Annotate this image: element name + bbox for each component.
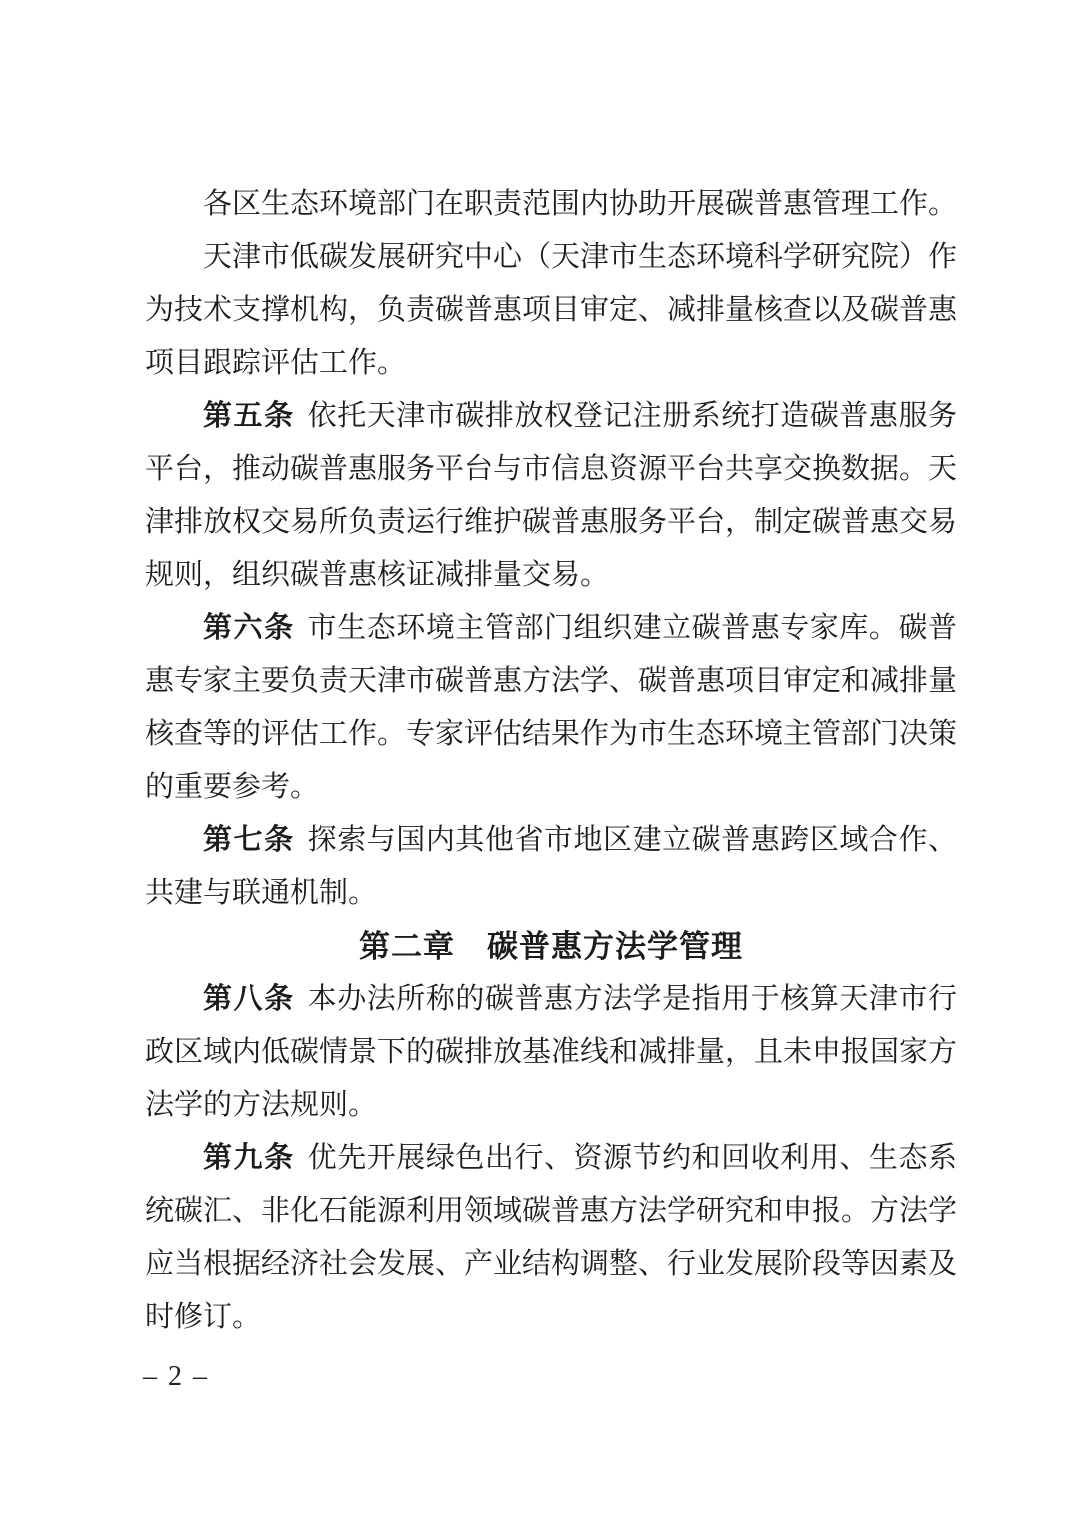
article-8-text: 本办法所称的碳普惠方法学是指用于核算天津市行政区域内低碳情景下的碳排放基准线和减排量，且未申报国家方法学的方法规则。	[145, 983, 958, 1121]
article-9-label: 第九条	[203, 1142, 295, 1174]
paragraph-district-duty	[145, 178, 957, 231]
paragraph-text: 天津市低碳发展研究中心（天津市生态环境科学研究院）作为技术支撑机构，负责碳普惠项目审定、减排量核查以及碳普惠项目跟踪评估工作。	[145, 241, 958, 379]
article-7-text: 探索与国内其他省市地区建立碳普惠跨区域合作、共建与联通机制。	[145, 824, 957, 909]
article-7-label: 第七条	[203, 824, 295, 856]
paragraph-text: 各区生态环境部门在职责范围内协助开展碳普惠管理工作。	[203, 188, 958, 220]
article-9	[145, 1132, 957, 1344]
article-7	[145, 814, 957, 920]
article-6-text: 市生态环境主管部门组织建立碳普惠专家库。碳普惠专家主要负责天津市碳普惠方法学、碳普惠项目审定和减排量核查等的评估工作。专家评估结果作为市生态环境主管部门决策的重要参考。	[145, 612, 958, 803]
article-5-text: 依托天津市碳排放权登记注册系统打造碳普惠服务平台，推动碳普惠服务平台与市信息资源平台共享交换数据。天津排放权交易所负责运行维护碳普惠服务平台，制定碳普惠交易规则，组织碳普惠核证减排量交易。	[145, 400, 958, 591]
document-body	[145, 178, 957, 1344]
chapter-2-heading: 第二章 碳普惠方法学管理	[359, 929, 743, 964]
article-8	[145, 973, 957, 1132]
article-9-text: 优先开展绿色出行、资源节约和回收利用、生态系统碳汇、非化石能源利用领域碳普惠方法学研究和申报。方法学应当根据经济社会发展、产业结构调整、行业发展阶段等因素及时修订。	[145, 1142, 958, 1333]
article-6-label: 第六条	[203, 612, 295, 644]
article-5-label: 第五条	[203, 400, 295, 432]
article-6	[145, 602, 957, 814]
page-number: – 2 –	[143, 1361, 209, 1392]
article-5	[145, 390, 957, 602]
paragraph-support-org	[145, 231, 957, 390]
article-8-label: 第八条	[203, 983, 295, 1015]
page-footer	[143, 1362, 209, 1392]
